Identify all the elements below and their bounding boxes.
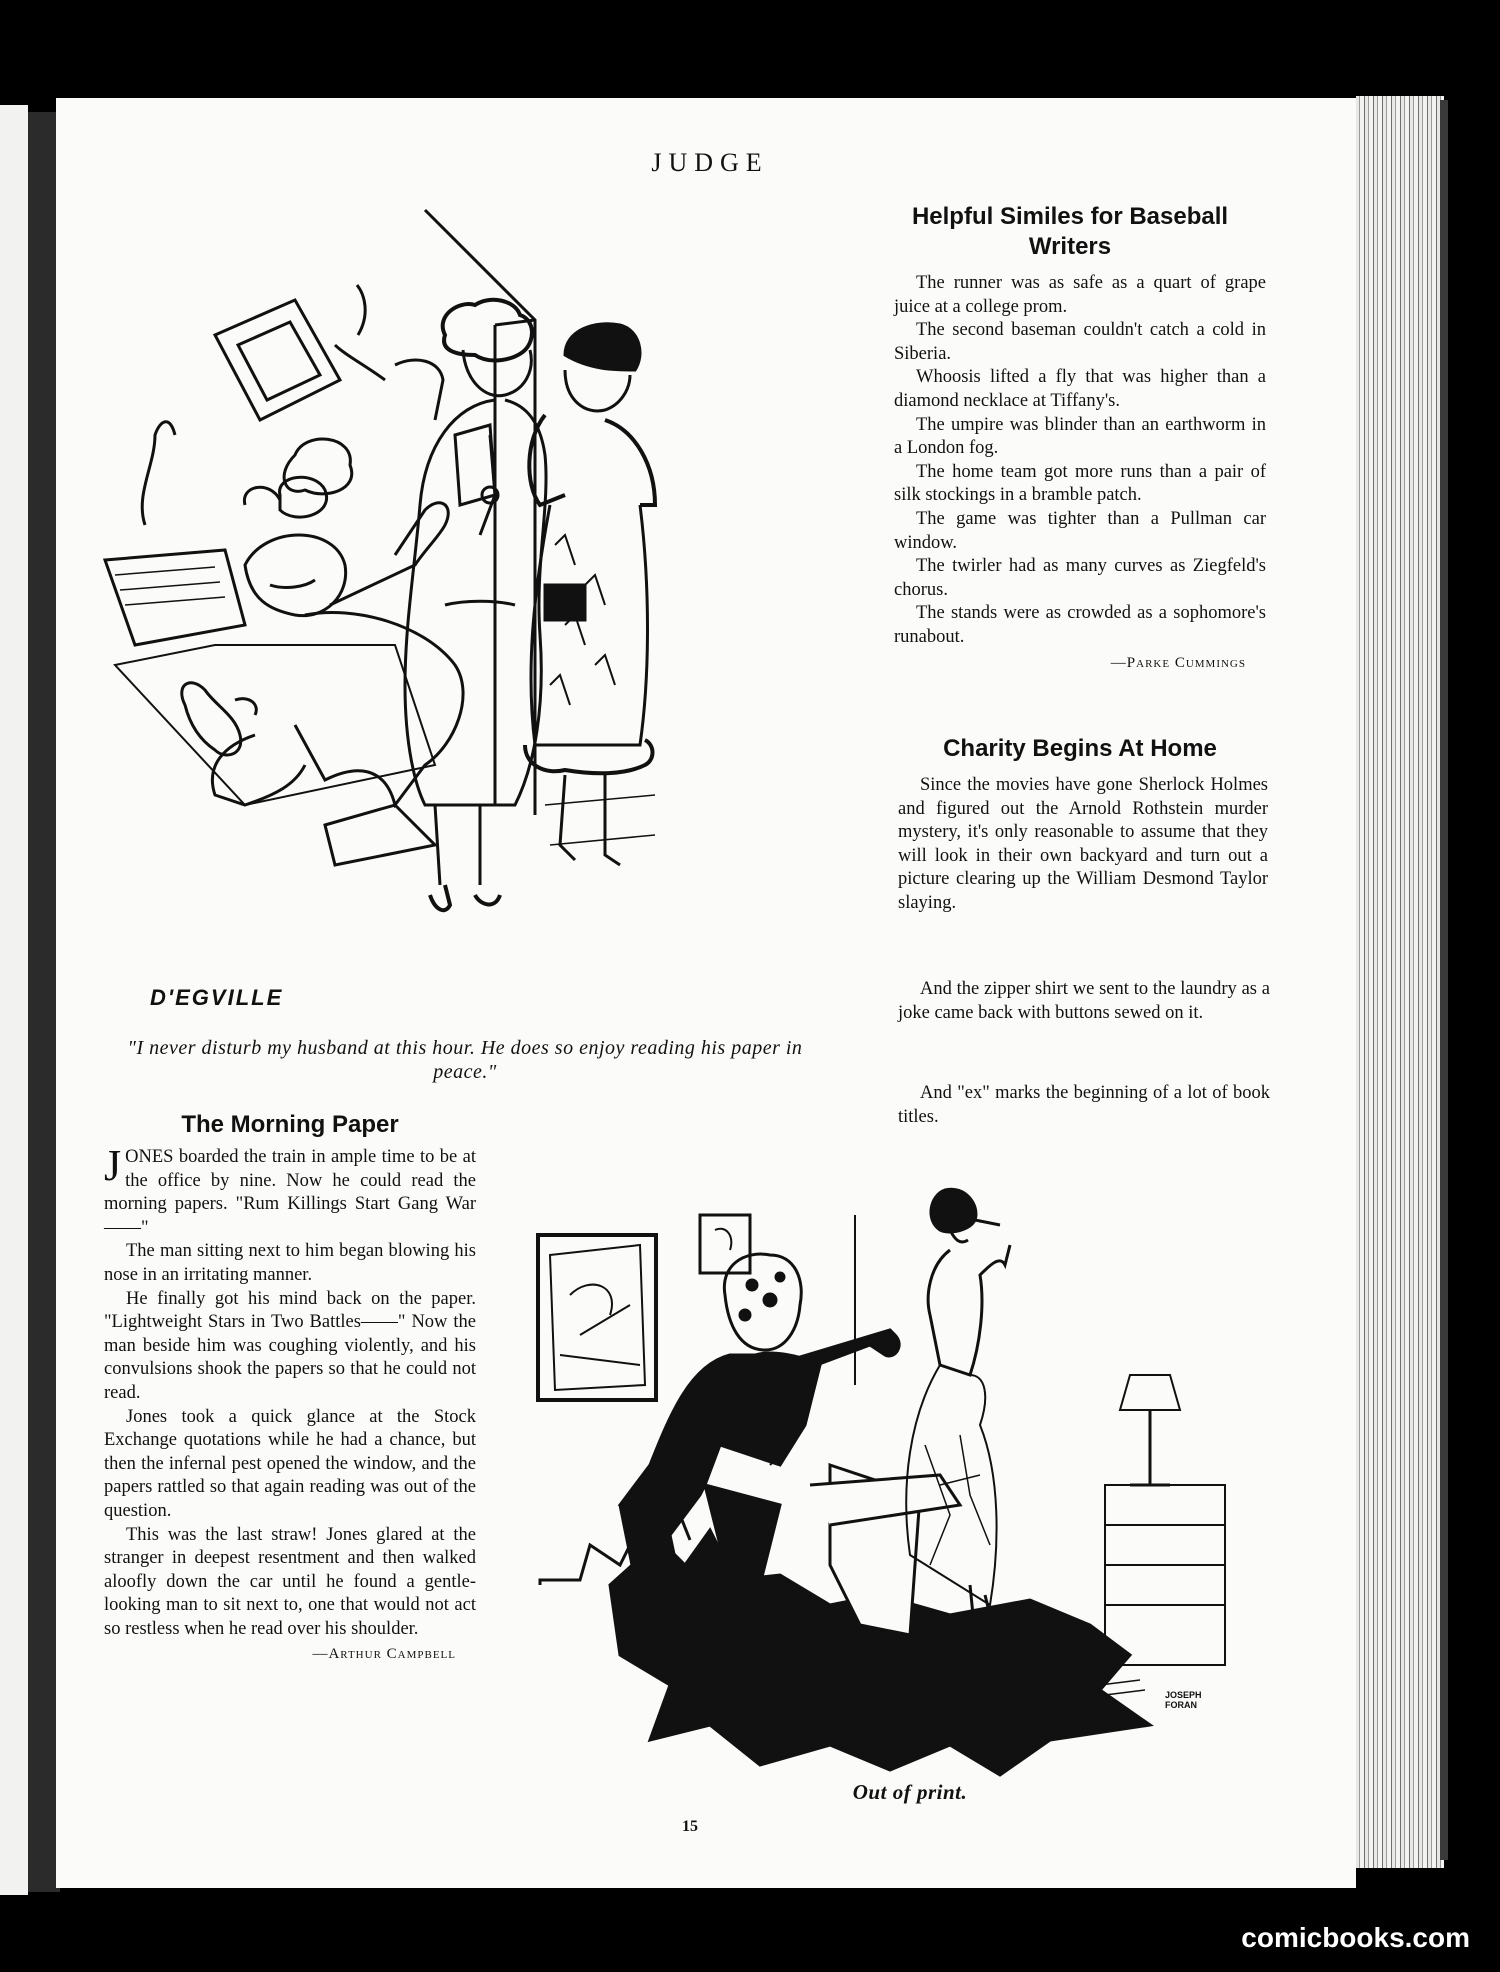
ex-paragraph: And "ex" marks the beginning of a lot of book titles. bbox=[898, 1083, 1270, 1127]
similes-title: Helpful Similes for Baseball Writers bbox=[911, 203, 1229, 260]
morning-first-paragraph bbox=[104, 1141, 476, 1240]
zipper-filler bbox=[898, 978, 1270, 1025]
similes-paragraph: Whoosis lifted a fly that was higher than a diamond necklace at Tiffany's. bbox=[894, 367, 1266, 411]
charity-body bbox=[898, 774, 1268, 916]
charity-title: Charity Begins At Home bbox=[943, 735, 1217, 762]
similes-paragraph: The umpire was blinder than an earthworm in a London fog. bbox=[894, 414, 1266, 459]
cartoon-bottom-drawing bbox=[530, 1185, 1240, 1785]
page-number: 15 bbox=[682, 1818, 698, 1835]
morning-paragraph: This was the last straw! Jones glared at the stranger in deepest resentment and then walked aloofly down the car until he found a gentle-looking man to sit next to, one that would not act so restless when he read over his shoulder. bbox=[104, 1524, 476, 1639]
left-page-edge bbox=[0, 105, 28, 1895]
similes-paragraph: The twirler had as many curves as Ziegfeld's chorus. bbox=[894, 556, 1266, 600]
similes-signature: —Parke Cummings bbox=[1110, 654, 1246, 671]
charity-paragraph: Since the movies have gone Sherlock Holmes and figured out the Arnold Rothstein murder mystery, it's only reasonable to assume that they will look in their own backyard and turn out a picture clearing up the William Desmond Taylor slaying. bbox=[898, 775, 1268, 913]
cartoon-top-signature: D'EGVILLE bbox=[150, 985, 284, 1010]
similes-paragraph: The stands were as crowded as a sophomore's runabout. bbox=[894, 603, 1266, 647]
morning-paragraph: He finally got his mind back on the paper. "Lightweight Stars in Two Battles——" Now the man beside him was coughing violently, and his convulsions shook the papers so that he could not read. bbox=[104, 1288, 476, 1403]
cartoon-top-illustration bbox=[95, 205, 855, 1025]
book-cover-edge bbox=[1440, 100, 1448, 1860]
similes-paragraph: The runner was as safe as a quart of grape juice at a college prom. bbox=[894, 273, 1266, 317]
morning-signature: —Arthur Campbell bbox=[312, 1646, 456, 1663]
similes-paragraph: The home team got more runs than a pair of silk stockings in a bramble patch. bbox=[894, 461, 1266, 506]
cartoon-bottom-signature: JOSEPH FORAN bbox=[1165, 1690, 1202, 1710]
zipper-paragraph: And the zipper shirt we sent to the laundry as a joke came back with buttons sewed on it. bbox=[898, 979, 1270, 1023]
morning-paragraph: The man sitting next to him began blowing his nose in an irritating manner. bbox=[104, 1241, 476, 1285]
morning-paragraph: Jones took a quick glance at the Stock Exchange quotations while he had a chance, but then the infernal pest opened the window, and the papers rattled so that again reading was out of the question. bbox=[104, 1406, 476, 1521]
similes-paragraph: The second baseman couldn't catch a cold in Siberia. bbox=[894, 320, 1266, 364]
similes-paragraph: The game was tighter than a Pullman car window. bbox=[894, 508, 1266, 553]
page-stack-edges bbox=[1356, 96, 1444, 1868]
morning-body bbox=[104, 1141, 476, 1667]
morning-title: The Morning Paper bbox=[181, 1111, 399, 1138]
cartoon-top-drawing bbox=[95, 205, 855, 1025]
cartoon-bottom-illustration bbox=[530, 1185, 1240, 1790]
first-word-rest: ONES bbox=[125, 1147, 174, 1167]
source-watermark: comicbooks.com bbox=[1241, 1922, 1470, 1953]
cartoon-top-caption: "I never disturb my husband at this hour. He does so enjoy reading his paper in peace." bbox=[127, 1037, 803, 1083]
drop-cap: J bbox=[104, 1141, 122, 1190]
cartoon-bottom-caption: Out of print. bbox=[852, 1780, 968, 1804]
ex-filler bbox=[898, 1082, 1270, 1129]
similes-body bbox=[894, 272, 1266, 675]
first-paragraph-rest: boarded the train in ample time to be at the office by nine. Now he could read the morning papers. "Rum Killings Start Gang War——" bbox=[104, 1147, 476, 1238]
magazine-header: JUDGE bbox=[651, 148, 769, 177]
